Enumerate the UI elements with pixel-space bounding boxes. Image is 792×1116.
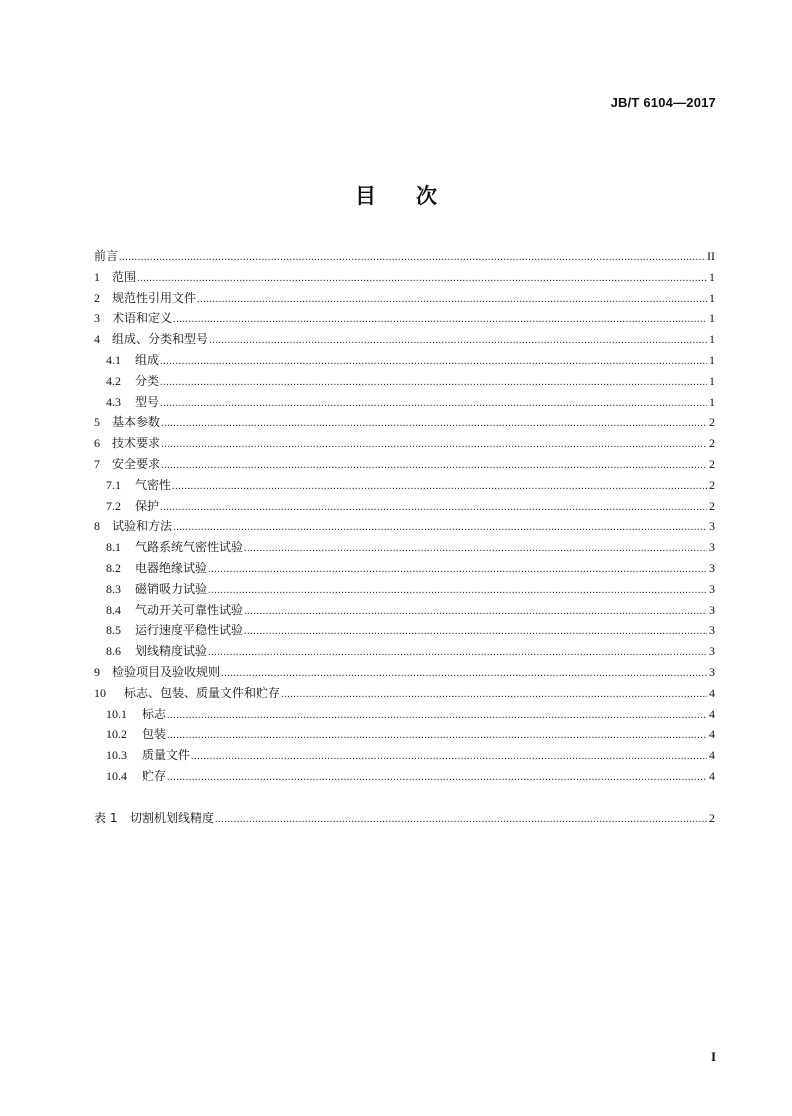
- toc-leader-dots: [161, 414, 707, 435]
- toc-leader-dots: [208, 560, 707, 581]
- toc-entry-8-1[interactable]: [94, 537, 715, 558]
- toc-entry-number: 10.3: [106, 748, 127, 763]
- toc-spacer: [94, 787, 715, 808]
- toc-leader-dots: [221, 664, 707, 685]
- toc-entry-label: 规范性引用文件: [112, 290, 197, 305]
- toc-leader-dots: [161, 456, 707, 477]
- toc-entry-number: 1: [94, 269, 100, 284]
- toc-entry-label: 技术要求: [112, 436, 161, 451]
- toc-entry-number: 8.6: [106, 644, 121, 659]
- toc-entry-label: 前言: [94, 249, 119, 263]
- standard-code: JB/T 6104—2017: [610, 95, 716, 110]
- title-char-1: 目: [355, 184, 376, 208]
- toc-leader-dots: [160, 498, 707, 519]
- toc-entry-label: 型号: [135, 394, 160, 409]
- toc-entry-page: 3: [709, 602, 715, 617]
- toc-entry-label: 划线精度试验: [135, 644, 208, 659]
- toc-entry-number: 8.1: [106, 540, 121, 555]
- toc-entry-page: 2: [709, 498, 715, 513]
- toc-entry-4-2[interactable]: [94, 371, 715, 392]
- toc-entry-label: 磁销吸力试验: [135, 581, 208, 596]
- toc-entry-page: 3: [709, 540, 715, 555]
- toc-entry-number: 8.2: [106, 560, 121, 575]
- title-char-2: 次: [416, 184, 437, 208]
- toc-entry-label: 运行速度平稳性试验: [135, 623, 244, 638]
- toc-table-page: 2: [709, 810, 715, 825]
- toc-entry-page: 4: [709, 685, 715, 700]
- toc-entry-number: 7.1: [106, 477, 121, 492]
- toc-entry-number: 7: [94, 456, 100, 471]
- toc-entry-page: 4: [709, 706, 715, 721]
- toc-entry-label: 安全要求: [112, 456, 161, 471]
- toc-leader-dots: [244, 539, 707, 560]
- toc-entry-label: 标志、包装、质量文件和贮存: [124, 685, 281, 700]
- toc-entry-page: 1: [709, 332, 715, 347]
- toc-entry-page: 2: [709, 477, 715, 492]
- toc-entry-8[interactable]: [94, 516, 715, 537]
- toc-entry-number: 10.2: [106, 727, 127, 742]
- toc-entry-7-2[interactable]: [94, 496, 715, 517]
- toc-entry-page: 3: [709, 623, 715, 638]
- toc-leader-dots: [161, 435, 707, 456]
- toc-entry-page: 1: [709, 394, 715, 409]
- toc-entry-10[interactable]: [94, 683, 715, 704]
- toc-leader-dots: [208, 643, 707, 664]
- toc-entry-label: 气动开关可靠性试验: [135, 602, 244, 617]
- toc-leader-dots: [281, 685, 707, 706]
- toc-entry-page: 2: [709, 456, 715, 471]
- toc-entry-number: 7.2: [106, 498, 121, 513]
- toc-entry-label: 包装: [142, 727, 167, 742]
- toc-entry-1[interactable]: [94, 267, 715, 288]
- toc-entry-label: 质量文件: [142, 748, 191, 763]
- toc-entry-label: 组成: [135, 352, 160, 367]
- toc-entry-label: 气路系统气密性试验: [135, 540, 244, 555]
- toc-entry-label: 贮存: [142, 768, 167, 783]
- toc-entry-8-6[interactable]: [94, 641, 715, 662]
- toc-entry-number: 10.4: [106, 768, 127, 783]
- toc-entry-number: 4.1: [106, 352, 121, 367]
- toc-leader-dots: [197, 290, 707, 311]
- toc-entry-label: 基本参数: [112, 415, 161, 430]
- toc-entry-8-4[interactable]: [94, 600, 715, 621]
- toc-entry-page: 1: [709, 269, 715, 284]
- toc-entry-number: 6: [94, 436, 100, 451]
- toc-entry-7-1[interactable]: [94, 475, 715, 496]
- toc-entry-page: 4: [709, 727, 715, 742]
- toc-entry-number: 8.4: [106, 602, 121, 617]
- toc-entry-label: 分类: [135, 373, 160, 388]
- toc-leader-dots: [244, 622, 707, 643]
- toc-entry-page: 3: [709, 581, 715, 596]
- toc-table-1[interactable]: [94, 808, 715, 829]
- toc-entry-number: 4: [94, 332, 100, 347]
- toc-entry-8-2[interactable]: [94, 558, 715, 579]
- toc-leader-dots: [215, 810, 707, 831]
- toc-entry-number: 3: [94, 311, 100, 326]
- toc-entry-number: 10.1: [106, 706, 127, 721]
- toc-entry-2[interactable]: [94, 288, 715, 309]
- toc-entry-5[interactable]: [94, 412, 715, 433]
- toc-table-label: 切割机划线精度: [130, 810, 215, 825]
- toc-entry-page: 1: [709, 373, 715, 388]
- toc-entry-8-5[interactable]: [94, 620, 715, 641]
- toc-entry-10-1[interactable]: [94, 704, 715, 725]
- toc-leader-dots: [160, 394, 707, 415]
- toc-entry-page: 1: [709, 290, 715, 305]
- toc-leader-dots: [244, 602, 707, 623]
- toc-entry-number: 9: [94, 664, 100, 679]
- toc-entry-number: 10: [94, 685, 106, 700]
- toc-entry-label: 组成、分类和型号: [112, 332, 209, 347]
- toc-entry-number: 8.5: [106, 623, 121, 638]
- toc-leader-dots: [208, 581, 707, 602]
- toc-entry-3[interactable]: [94, 308, 715, 329]
- toc-leader-dots: [191, 747, 707, 768]
- toc-entry-7[interactable]: [94, 454, 715, 475]
- toc-leader-dots: [167, 726, 707, 747]
- toc-entry-page: 4: [709, 768, 715, 783]
- toc-leader-dots: [173, 310, 707, 331]
- toc-entry-page: 3: [709, 644, 715, 659]
- toc-entry-label: 范围: [112, 269, 137, 284]
- toc-entry-4[interactable]: [94, 329, 715, 350]
- toc-entry-label: 电器绝缘试验: [135, 560, 208, 575]
- toc-leader-dots: [173, 518, 707, 539]
- toc-entry-number: 8.3: [106, 581, 121, 596]
- toc-entry-6[interactable]: [94, 433, 715, 454]
- toc-entry-page: 1: [709, 352, 715, 367]
- toc-leader-dots: [167, 706, 707, 727]
- toc-table-number: 表 1: [94, 810, 118, 825]
- toc-entry-label: 保护: [135, 498, 160, 513]
- toc-entry-foreword[interactable]: [94, 246, 715, 267]
- toc-entry-8-3[interactable]: [94, 579, 715, 600]
- toc-leader-dots: [160, 373, 707, 394]
- toc-entry-10-3[interactable]: [94, 745, 715, 766]
- toc-leader-dots: [167, 768, 707, 789]
- toc-entry-10-2[interactable]: [94, 724, 715, 745]
- toc-entry-page: II: [707, 249, 715, 263]
- toc-entry-page: 3: [709, 560, 715, 575]
- toc-leader-dots: [119, 248, 706, 269]
- page-number: I: [710, 1049, 716, 1064]
- toc-entry-4-3[interactable]: [94, 392, 715, 413]
- toc-entry-number: 5: [94, 415, 100, 430]
- toc-entry-label: 气密性: [135, 477, 172, 492]
- toc-entry-10-4[interactable]: [94, 766, 715, 787]
- toc-entry-4-1[interactable]: [94, 350, 715, 371]
- toc-entry-page: 2: [709, 415, 715, 430]
- table-of-contents: [94, 246, 715, 829]
- toc-entry-label: 术语和定义: [112, 311, 173, 326]
- toc-entry-page: 3: [709, 664, 715, 679]
- toc-entry-label: 标志: [142, 706, 167, 721]
- toc-entry-9[interactable]: [94, 662, 715, 683]
- toc-leader-dots: [137, 269, 707, 290]
- toc-leader-dots: [160, 352, 707, 373]
- toc-entry-page: 2: [709, 436, 715, 451]
- toc-entry-number: 4.3: [106, 394, 121, 409]
- toc-entry-page: 4: [709, 748, 715, 763]
- page-title: [0, 180, 792, 210]
- toc-entry-label: 检验项目及验收规则: [112, 664, 221, 679]
- toc-leader-dots: [209, 331, 707, 352]
- toc-entry-number: 2: [94, 290, 100, 305]
- toc-entry-page: 3: [709, 519, 715, 534]
- toc-entry-page: 1: [709, 311, 715, 326]
- toc-entry-number: 4.2: [106, 373, 121, 388]
- toc-entry-number: 8: [94, 519, 100, 534]
- toc-leader-dots: [172, 477, 707, 498]
- toc-entry-label: 试验和方法: [112, 519, 173, 534]
